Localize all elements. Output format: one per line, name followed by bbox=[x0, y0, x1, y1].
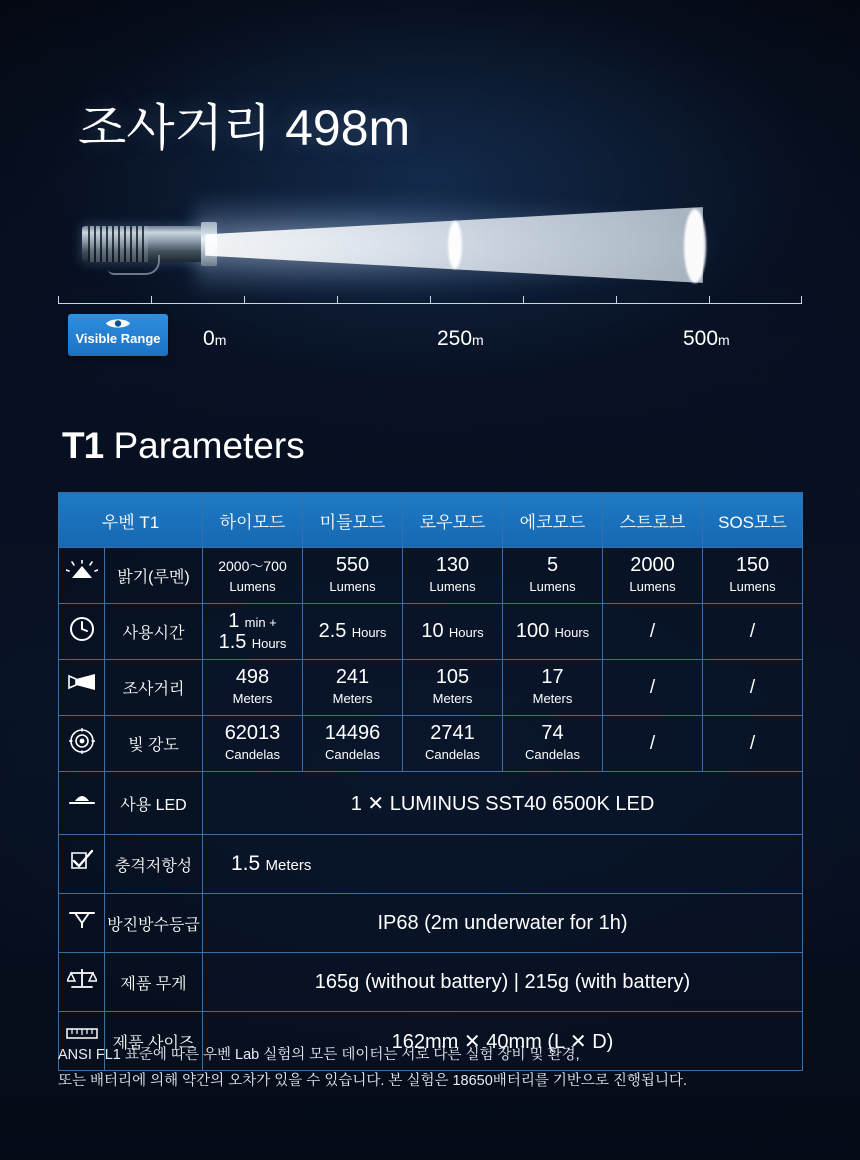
cell-unit: Candelas bbox=[525, 747, 580, 763]
brightness-icon bbox=[59, 548, 105, 604]
row-label-brightness: 밝기(루멘) bbox=[105, 548, 203, 604]
cell-brightness-mid bbox=[303, 548, 403, 604]
cell-distance-sos: / bbox=[703, 660, 803, 716]
hero-title-value: 498m bbox=[285, 100, 411, 156]
cell-runtime-mid bbox=[303, 604, 403, 660]
row-label-intensity: 빛 강도 bbox=[105, 716, 203, 772]
th-eco-mode: 에코모드 bbox=[503, 493, 603, 548]
cell-unit: Meters bbox=[265, 857, 312, 874]
cell-value: 1.5 bbox=[231, 852, 261, 875]
table-row bbox=[59, 716, 803, 772]
visible-range-label: Visible Range bbox=[75, 331, 161, 346]
axis-unit: m bbox=[718, 332, 730, 348]
cell-runtime-eco bbox=[503, 604, 603, 660]
table-row bbox=[59, 604, 803, 660]
cell-unit: Lumens bbox=[729, 579, 776, 595]
table-row bbox=[59, 660, 803, 716]
cell-intensity-mid bbox=[303, 716, 403, 772]
cell-intensity-high bbox=[203, 716, 303, 772]
axis-unit: m bbox=[472, 332, 484, 348]
cell-unit: Hours bbox=[448, 625, 484, 640]
th-model: 우벤 T1 bbox=[59, 493, 203, 548]
row-label-weight: 제품 무게 bbox=[105, 953, 203, 1012]
cell-unit: Meters bbox=[532, 691, 573, 707]
page-title bbox=[62, 425, 305, 467]
cell-value: 105 bbox=[435, 666, 470, 689]
cell-runtime-low bbox=[403, 604, 503, 660]
cell-value: 550 bbox=[335, 554, 370, 577]
footnote-line-2: 또는 배터리에 의해 약간의 오차가 있을 수 있습니다. 본 실험은 18650배터리를 기반으로 진행됩니다. bbox=[58, 1073, 687, 1089]
spec-table-head bbox=[59, 493, 803, 548]
row-label-beam-distance: 조사거리 bbox=[105, 660, 203, 716]
cell-value: 14496 bbox=[324, 722, 381, 745]
axis-label-500m bbox=[683, 327, 730, 351]
cell-value: 130 bbox=[435, 554, 470, 577]
table-header-row bbox=[59, 493, 803, 548]
cell-unit: Meters bbox=[432, 691, 473, 707]
axis-value: 500 bbox=[683, 327, 719, 350]
table-row bbox=[59, 953, 803, 1012]
cell-distance-strobe: / bbox=[603, 660, 703, 716]
cell-brightness-low bbox=[403, 548, 503, 604]
cell-runtime-high: 1 min + 1.5 Hours bbox=[203, 604, 303, 660]
axis-value: 250 bbox=[437, 327, 473, 350]
th-high-mode: 하이모드 bbox=[203, 493, 303, 548]
cell-unit: Candelas bbox=[425, 747, 480, 763]
cell-distance-mid bbox=[303, 660, 403, 716]
cell-value: 2000 bbox=[630, 554, 675, 577]
cell-intensity-low bbox=[403, 716, 503, 772]
cell-value: 17 bbox=[541, 666, 564, 689]
table-row bbox=[59, 548, 803, 604]
cell-unit: Meters bbox=[232, 691, 273, 707]
cell-value: 2.5 bbox=[318, 620, 347, 642]
cell-unit: Lumens bbox=[529, 579, 576, 595]
cell-value: 241 bbox=[335, 666, 370, 689]
eye-icon bbox=[68, 317, 168, 331]
cell-value: 150 bbox=[735, 554, 770, 577]
cell-distance-eco bbox=[503, 660, 603, 716]
spec-table bbox=[58, 492, 803, 1071]
cell-value: 2000〜700 bbox=[218, 557, 287, 574]
cell-unit: Meters bbox=[332, 691, 373, 707]
row-label-impact: 충격저항성 bbox=[105, 835, 203, 894]
cell-intensity-sos: / bbox=[703, 716, 803, 772]
led-icon bbox=[59, 772, 105, 835]
axis-label-250m bbox=[437, 327, 484, 351]
row-label-size: 제품 사이즈 bbox=[105, 1012, 203, 1071]
cell-unit: Lumens bbox=[329, 579, 376, 595]
cell-unit: Candelas bbox=[325, 747, 380, 763]
cell-value: 2741 bbox=[430, 722, 475, 745]
visible-range-badge bbox=[68, 314, 168, 356]
axis-unit: m bbox=[214, 332, 227, 348]
cell-value: 74 bbox=[541, 722, 564, 745]
cell-distance-high bbox=[203, 660, 303, 716]
cell-intensity-eco bbox=[503, 716, 603, 772]
impact-icon bbox=[59, 835, 105, 894]
intensity-icon bbox=[59, 716, 105, 772]
cell-distance-low bbox=[403, 660, 503, 716]
cell-impact-value bbox=[203, 835, 803, 894]
cell-brightness-eco bbox=[503, 548, 603, 604]
cell-value: 100 bbox=[515, 620, 550, 642]
table-row bbox=[59, 772, 803, 835]
lanyard-icon bbox=[108, 255, 160, 275]
cell-runtime-sos: / bbox=[703, 604, 803, 660]
row-label-waterproof: 방진방수등급 bbox=[105, 894, 203, 953]
th-mid-mode: 미들모드 bbox=[303, 493, 403, 548]
cell-unit: Hours bbox=[351, 625, 387, 640]
hero-title-label: 조사거리 bbox=[78, 100, 272, 156]
spec-table-wrapper bbox=[58, 492, 802, 1071]
cell-brightness-sos bbox=[703, 548, 803, 604]
cell-value: 5 bbox=[546, 554, 559, 577]
cell-unit: Hours bbox=[554, 625, 590, 640]
beam-illustration bbox=[0, 195, 860, 385]
cell-led-value: 1 ✕ LUMINUS SST40 6500K LED bbox=[203, 772, 803, 835]
cell-value: 498 bbox=[235, 666, 270, 689]
waterproof-icon bbox=[59, 894, 105, 953]
axis-label-0m bbox=[203, 327, 226, 351]
footnote-line-1: ANSI FL1 표준에 따른 우벤 Lab 실험의 모든 데이터는 서로 다른 실험 장비 및 환경, bbox=[58, 1047, 580, 1063]
cell-size-value: 162mm ✕ 40mm (L ✕ D) bbox=[203, 1012, 803, 1071]
cell-unit: Candelas bbox=[225, 747, 280, 763]
spec-table-body bbox=[59, 548, 803, 1071]
cell-value: 62013 bbox=[224, 722, 281, 745]
th-strobe-mode: 스트로브 bbox=[603, 493, 703, 548]
cell-brightness-strobe bbox=[603, 548, 703, 604]
cell-brightness-high bbox=[203, 548, 303, 604]
cell-weight-value: 165g (without battery) | 215g (with battery) bbox=[203, 953, 803, 1012]
footnote bbox=[58, 1042, 818, 1094]
weight-icon bbox=[59, 953, 105, 1012]
hero-title bbox=[78, 88, 410, 160]
params-heading-text: Parameters bbox=[113, 425, 305, 466]
cell-unit: Lumens bbox=[229, 578, 276, 594]
beam-ring-mid bbox=[448, 221, 462, 269]
clock-icon bbox=[59, 604, 105, 660]
cell-runtime-strobe: / bbox=[603, 604, 703, 660]
cell-unit: Lumens bbox=[629, 579, 676, 595]
distance-ruler bbox=[58, 303, 802, 304]
params-heading-model: T1 bbox=[62, 425, 104, 466]
cell-value: 10 bbox=[421, 620, 444, 642]
row-label-led: 사용 LED bbox=[105, 772, 203, 835]
cell-waterproof-value: IP68 (2m underwater for 1h) bbox=[203, 894, 803, 953]
axis-value: 0 bbox=[203, 327, 215, 350]
th-low-mode: 로우모드 bbox=[403, 493, 503, 548]
cell-unit: Lumens bbox=[429, 579, 476, 595]
table-row bbox=[59, 894, 803, 953]
cell-intensity-strobe: / bbox=[603, 716, 703, 772]
table-row bbox=[59, 835, 803, 894]
th-sos-mode: SOS모드 bbox=[703, 493, 803, 548]
beam-ring-end bbox=[684, 209, 706, 283]
beam-distance-icon bbox=[59, 660, 105, 716]
row-label-runtime: 사용시간 bbox=[105, 604, 203, 660]
